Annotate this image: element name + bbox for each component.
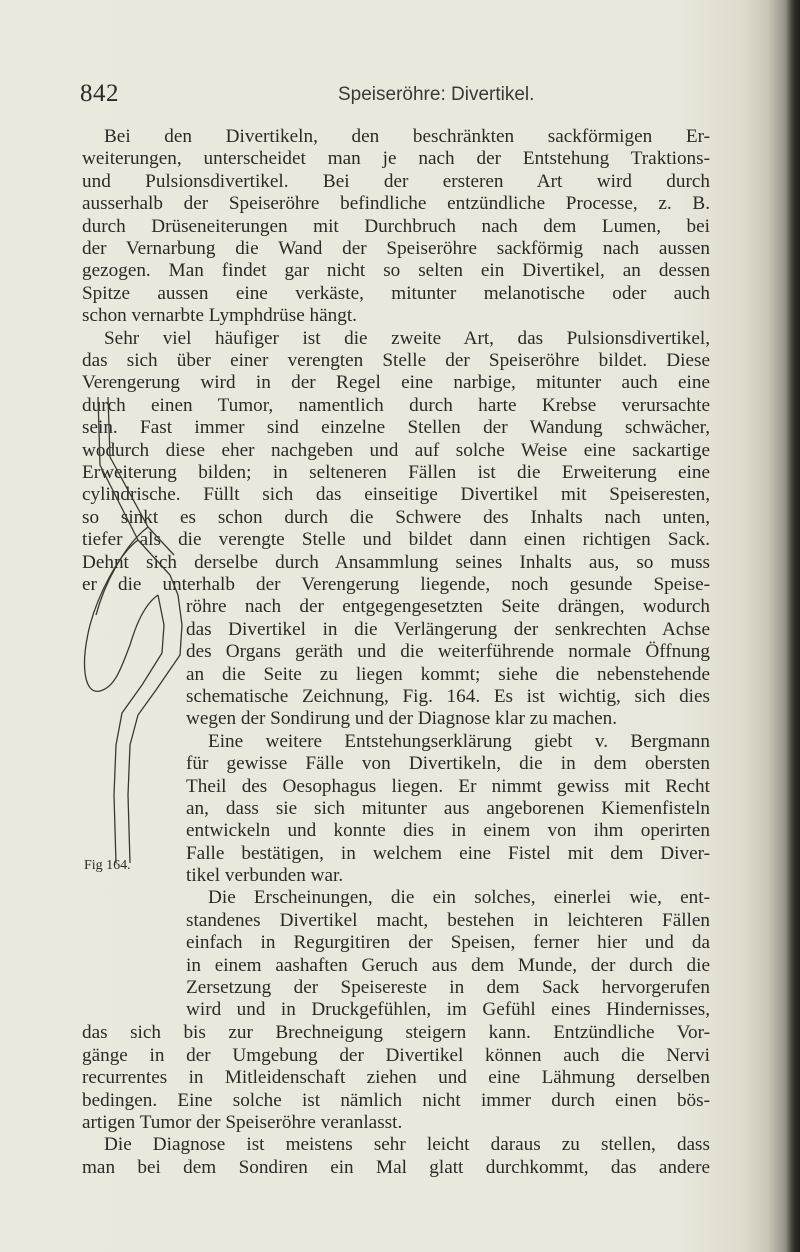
text-line: man bei dem Sondiren ein Mal glatt durchkommt, das andere — [82, 1156, 710, 1178]
text-line: Eine weitere Entstehungserklärung giebt v. Bergmann — [208, 730, 710, 752]
narrow-column — [186, 596, 710, 1021]
text-line: schon vernarbte Lymphdrüse hängt. — [82, 305, 357, 327]
text-line: Bei den Divertikeln, den beschränkten sackförmigen Er- — [104, 126, 710, 147]
text-line: wodurch diese eher nachgeben und auf solche Weise eine sackartige — [82, 439, 710, 461]
text-line: bedingen. Eine solche ist nämlich nicht immer durch einen bös- — [82, 1089, 710, 1111]
text-line: des Organs geräth und die weiterführende normale Öffnung — [186, 641, 710, 663]
page-edge-shadow — [786, 0, 800, 1252]
text-line: das Divertikel in die Verlängerung der senkrechten Achse — [186, 618, 710, 640]
text-line: sein. Fast immer sind einzelne Stellen der Wandung schwächer, — [82, 417, 710, 439]
text-line: Zersetzung der Speisereste in dem Sack hervorgerufen — [186, 977, 710, 999]
text-line: ausserhalb der Speiseröhre befindliche entzündliche Processe, z. B. — [82, 193, 710, 215]
text-line: gezogen. Man findet gar nicht so selten ein Divertikel, an dessen — [82, 260, 710, 282]
text-line: Theil des Oesophagus liegen. Er nimmt gewiss mit Recht — [186, 775, 710, 797]
figure-caption: Fig 164. — [84, 858, 131, 873]
text-line: das sich bis zur Brechneigung steigern kann. Entzündliche Vor- — [82, 1022, 710, 1044]
paragraph-4-continued — [82, 1022, 710, 1179]
page-number: 842 — [80, 80, 119, 107]
esophagus-right-wall — [108, 397, 174, 555]
text-line: Die Erscheinungen, die ein solches, einerlei wie, ent- — [208, 887, 710, 909]
text-line: einfach in Regurgitiren der Speisen, ferner hier und da — [186, 932, 710, 954]
text-line: entwickeln und konnte dies in einem von ihm operirten — [186, 820, 710, 842]
text-line: wird und in Druckgefühlen, im Gefühl eines Hindernisses, — [186, 999, 710, 1021]
text-line: recurrentes in Mitleidenschaft ziehen und eine Lähmung derselben — [82, 1067, 710, 1089]
text-line: und Pulsionsdivertikel. Bei der ersteren Art wird durch — [82, 170, 710, 192]
text-line: er die unterhalb der Verengerung liegende, noch gesunde Speise- — [82, 573, 710, 595]
text-line: tikel verbunden war. — [186, 865, 344, 887]
text-line: an die Seite zu liegen kommt; siehe die nebenstehende — [186, 663, 710, 685]
running-head: Speiseröhre: Divertikel. — [338, 84, 535, 105]
figure-164 — [78, 395, 188, 865]
text-line: röhre nach der entgegengesetzten Seite drängen, wodurch — [186, 596, 710, 618]
esophagus-lower-left — [114, 595, 164, 863]
text-line: Dehnt sich derselbe durch Ansammlung seines Inhalts aus, so muss — [82, 551, 710, 573]
text-line: standenes Divertikel macht, bestehen in leichteren Fällen — [186, 909, 710, 931]
text-line: Sehr viel häufiger ist die zweite Art, das Pulsionsdivertikel, — [104, 327, 710, 349]
text-line: so sinkt es schon durch die Schwere des Inhalts nach unten, — [82, 506, 710, 528]
text-line: in einem aashaften Geruch aus dem Munde, der durch die — [186, 954, 710, 976]
text-line: schematische Zeichnung, Fig. 164. Es ist wichtig, sich dies — [186, 685, 710, 707]
text-line: Verengerung wird in der Regel eine narbige, mitunter auch eine — [82, 372, 710, 394]
text-line: der Vernarbung die Wand der Speiseröhre sackförmig nach aussen — [82, 237, 710, 259]
text-line: wegen der Sondirung und der Diagnose klar zu machen. — [186, 708, 618, 730]
diverticulum-sack — [85, 540, 158, 691]
page-header — [80, 80, 720, 108]
text-line: tiefer als die verengte Stelle und bildet dann einen richtigen Sack. — [82, 529, 710, 551]
text-line: für gewisse Fälle von Divertikeln, die in dem obersten — [186, 753, 710, 775]
text-line: weiterungen, unterscheidet man je nach der Entstehung Traktions- — [82, 148, 710, 170]
text-line: an, dass sie sich mitunter aus angeborenen Kiemenfisteln — [186, 797, 710, 819]
text-line: durch Drüseneiterungen mit Durchbruch nach dem Lumen, bei — [82, 215, 710, 237]
sack-inner-contour — [96, 527, 148, 615]
text-line: durch einen Tumor, namentlich durch harte Krebse verursachte — [82, 394, 710, 416]
diverticulum-schematic — [78, 395, 188, 865]
text-line: Falle bestätigen, in welchem eine Fistel mit dem Diver- — [186, 842, 710, 864]
paragraph-1 — [82, 126, 710, 328]
text-line: das sich über einer verengten Stelle der Speiseröhre bildet. Diese — [82, 349, 710, 371]
esophagus-lower-right — [128, 575, 182, 863]
text-line: cylindrische. Füllt sich das einseitige Divertikel mit Speiseresten, — [82, 484, 710, 506]
text-line: Die Diagnose ist meistens sehr leicht daraus zu stellen, dass — [104, 1134, 710, 1156]
text-line: Spitze aussen eine verkäste, mitunter melanotische oder auch — [82, 282, 710, 304]
text-line: Erweiterung bilden; in selteneren Fällen ist die Erweiterung eine — [82, 461, 710, 483]
text-line: gänge in der Umgebung der Divertikel können auch die Nervi — [82, 1044, 710, 1066]
text-line: artigen Tumor der Speiseröhre veranlasst. — [82, 1111, 403, 1133]
